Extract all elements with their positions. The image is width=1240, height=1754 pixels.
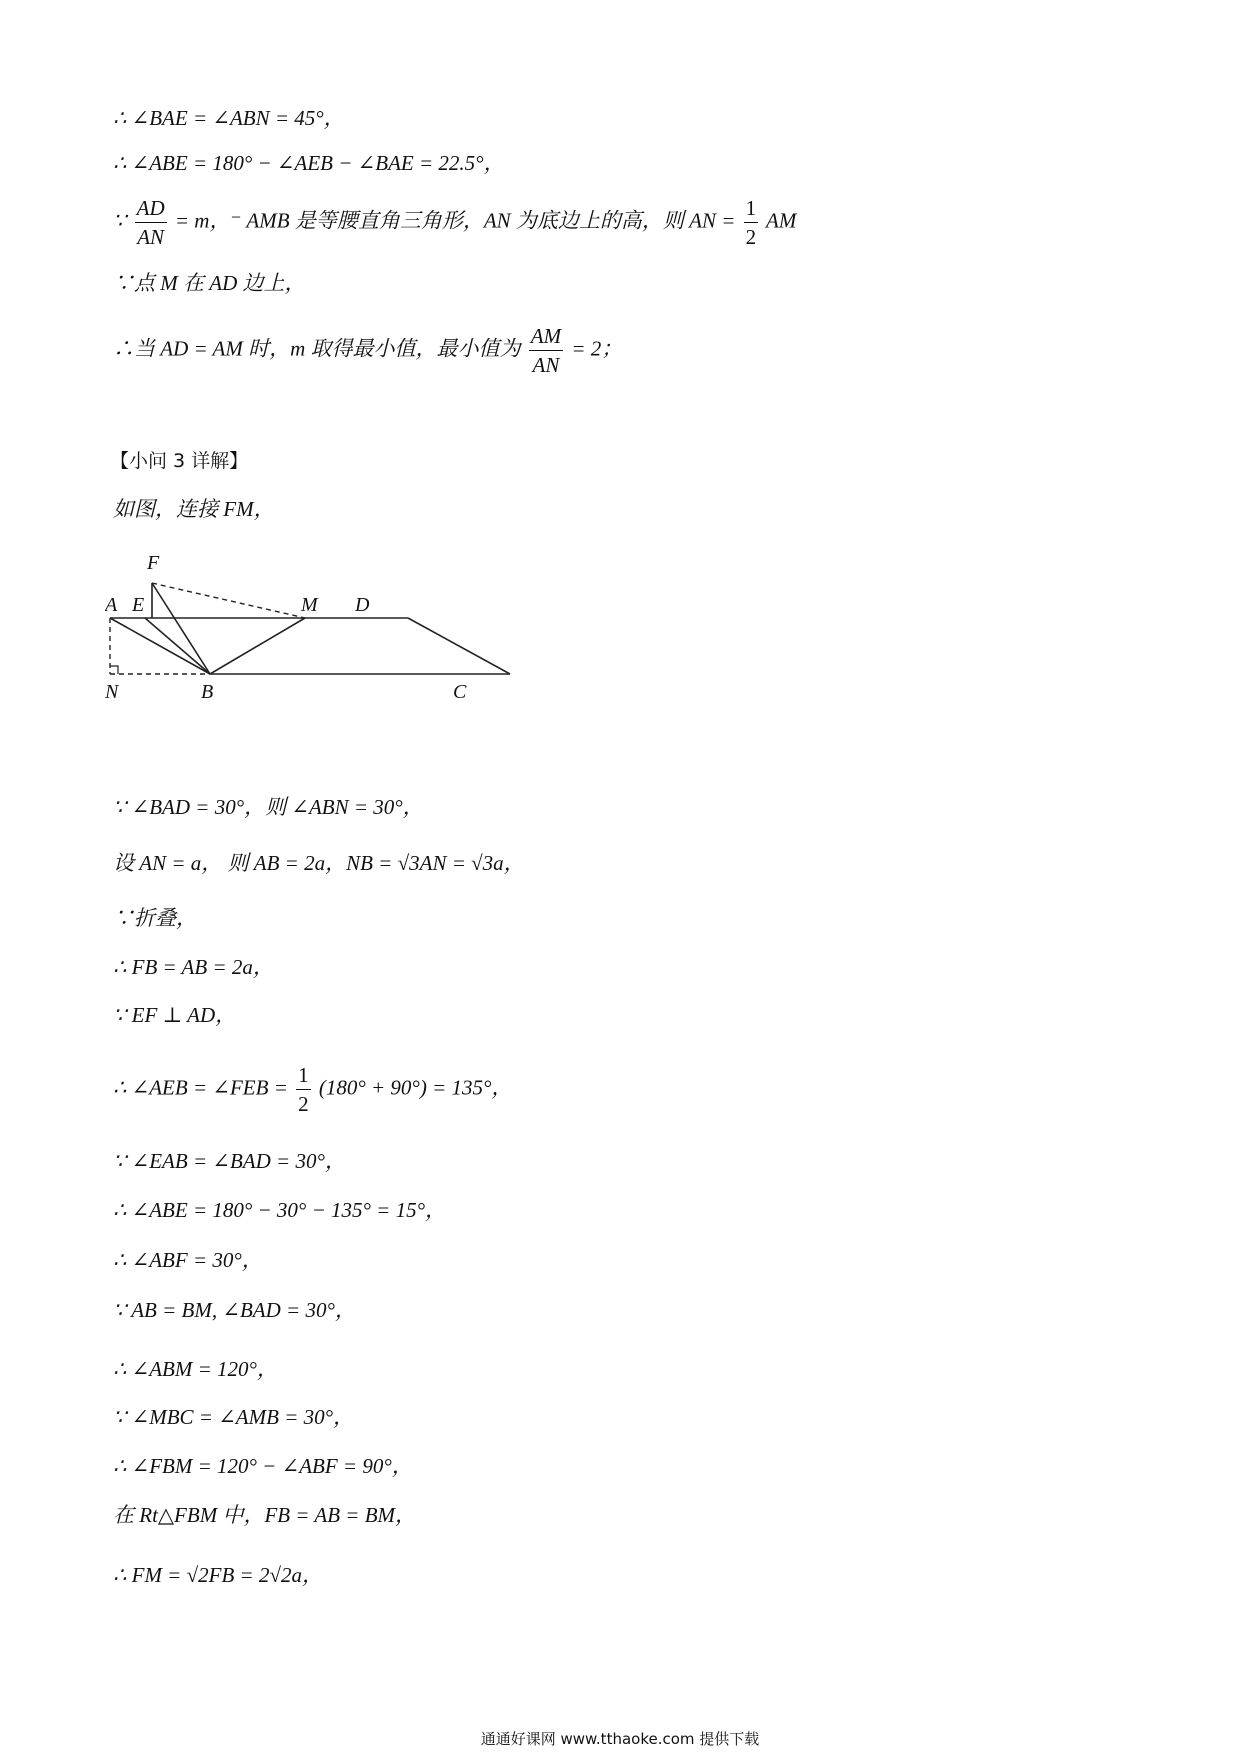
right-angle-mark <box>110 666 118 674</box>
fraction-half <box>744 194 759 251</box>
label-N: N <box>105 681 119 703</box>
label-C: C <box>453 681 467 703</box>
label-E: E <box>132 594 145 616</box>
fraction-half <box>296 1061 311 1118</box>
line-DC <box>408 618 510 674</box>
section-heading: 【小问 3 详解】 <box>110 450 249 472</box>
geometry-figure <box>105 545 535 715</box>
text-line: ∴ FB = AB = 2a， <box>113 955 274 979</box>
text-segment: ∴ ∠AEB = ∠FEB = <box>113 1075 288 1100</box>
text-segment: AM <box>766 208 797 233</box>
fraction <box>529 322 563 379</box>
text-line: ∵点 M 在 AD 边上， <box>113 271 306 295</box>
label-B: B <box>201 681 214 703</box>
label-A: A <box>105 594 118 616</box>
label-F: F <box>147 552 160 574</box>
fraction-denominator: AN <box>532 353 560 377</box>
fraction-numerator: 1 <box>296 1061 311 1090</box>
fraction-denominator: AN <box>137 225 165 249</box>
text-line: ∴ ∠ABF = 30°， <box>113 1248 263 1272</box>
line-AB <box>110 618 210 674</box>
fraction-numerator: AM <box>529 322 563 351</box>
fraction <box>135 194 167 251</box>
because-symbol: ∵ <box>113 208 127 233</box>
line-EB <box>145 618 210 674</box>
text-line: 设 AN = a， 则 AB = 2a，NB = √3AN = √3a， <box>113 851 525 875</box>
text-segment: = 2； <box>571 336 623 361</box>
label-M: M <box>301 594 318 616</box>
dashed-line-FM <box>152 583 305 618</box>
text-line: ∴ FM = √2FB = 2√2a， <box>113 1563 323 1587</box>
fraction-numerator: AD <box>135 194 167 223</box>
text-line: ∴ ∠ABM = 120°， <box>113 1357 278 1381</box>
text-line-fraction <box>113 1061 512 1118</box>
text-line: ∵ EF ⊥ AD， <box>113 1003 237 1027</box>
label-D: D <box>355 594 370 616</box>
text-line: ∴ ∠FBM = 120° − ∠ABF = 90°， <box>113 1454 413 1478</box>
fraction-denominator: 2 <box>298 1092 309 1116</box>
text-line: ∴ ∠ABE = 180° − 30° − 135° = 15°， <box>113 1198 446 1222</box>
line-BM <box>210 618 305 674</box>
text-line: ∴ ∠BAE = ∠ABN = 45°， <box>113 106 345 130</box>
text-line: ∵折叠， <box>113 906 197 930</box>
text-line: ∵ AB = BM, ∠BAD = 30°， <box>113 1298 356 1322</box>
text-line: 在 Rt△FBM 中，FB = AB = BM， <box>113 1503 417 1527</box>
line-FB <box>152 583 210 674</box>
text-line-fraction <box>113 194 796 251</box>
text-line: ∵ ∠EAB = ∠BAD = 30°， <box>113 1149 346 1173</box>
text-line-fraction <box>113 322 622 379</box>
text-segment: (180° + 90°) = 135°， <box>318 1075 513 1100</box>
fraction-denominator: 2 <box>745 225 757 249</box>
page-footer: 通通好课网 www.tthaoke.com 提供下载 <box>480 1730 760 1748</box>
text-segment: = m，⁻ AMB 是等腰直角三角形，AN 为底边上的高，则 AN = <box>174 208 736 233</box>
text-line: 如图，连接 FM， <box>113 497 275 521</box>
text-segment: ∴当 AD = AM 时，m 取得最小值，最小值为 <box>113 336 521 361</box>
text-line: ∵ ∠BAD = 30°，则 ∠ABN = 30°， <box>113 795 424 819</box>
text-line: ∵ ∠MBC = ∠AMB = 30°， <box>113 1405 355 1429</box>
text-line: ∴ ∠ABE = 180° − ∠AEB − ∠BAE = 22.5°， <box>113 151 505 175</box>
fraction-numerator: 1 <box>744 194 759 223</box>
